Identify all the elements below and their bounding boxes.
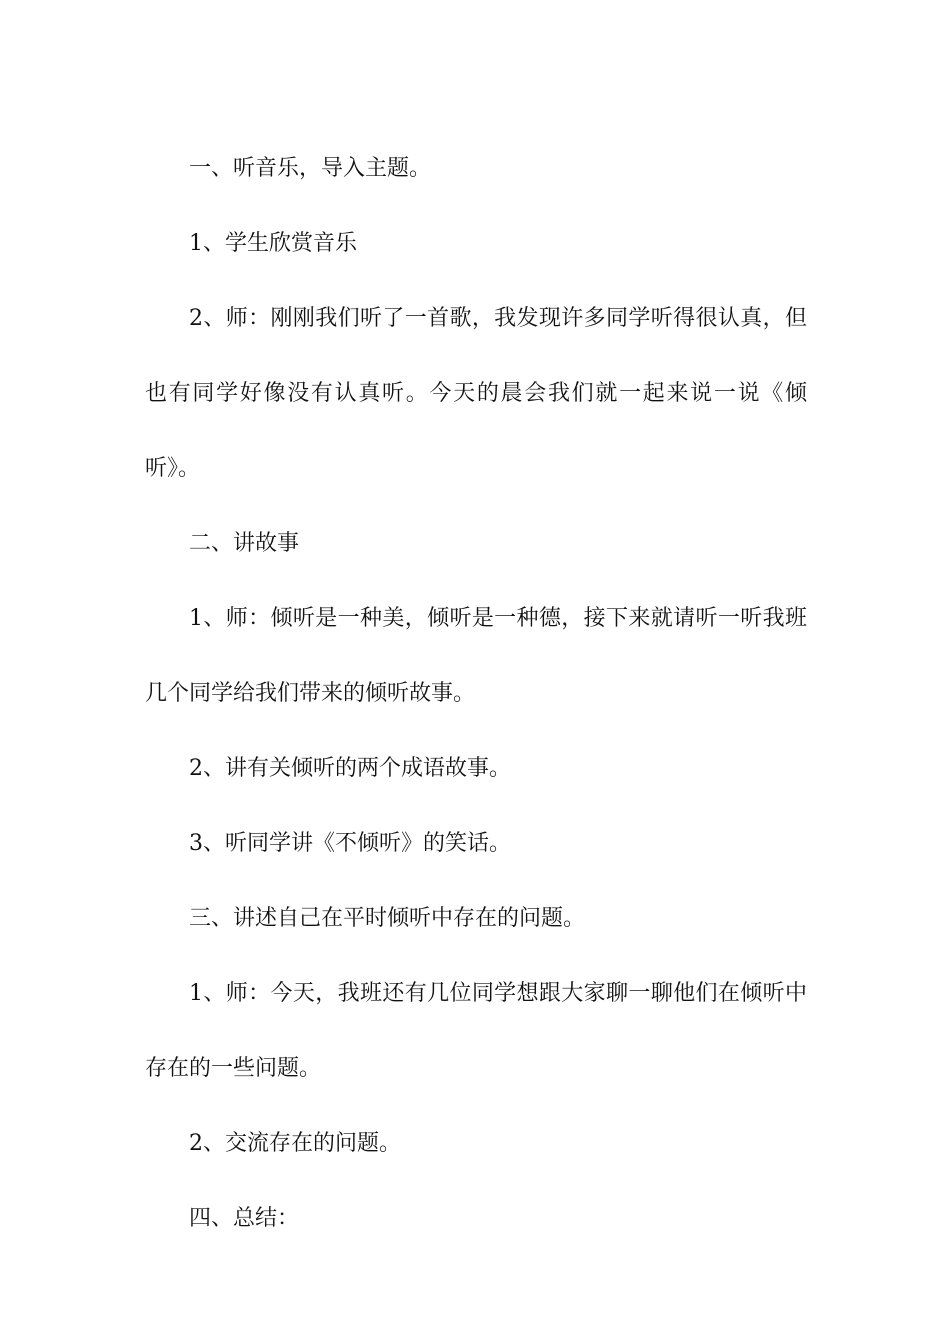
list-item: 2、师：刚刚我们听了一首歌，我发现许多同学听得很认真，但也有同学好像没有认真听。今天的晨会我们就一起来说一说《倾听》。 [145, 306, 807, 481]
list-item: 1、师：倾听是一种美，倾听是一种德，接下来就请听一听我班几个同学给我们带来的倾听故事。 [145, 606, 807, 706]
list-item: 2、讲有关倾听的两个成语故事。 [189, 756, 511, 781]
section-heading-1: 一、听音乐，导入主题。 [189, 156, 432, 181]
document-body [145, 131, 807, 1256]
list-item: 2、交流存在的问题。 [189, 1131, 401, 1156]
section-heading-2: 二、讲故事 [189, 531, 300, 556]
section-heading-4: 四、总结： [189, 1206, 300, 1231]
list-item: 1、学生欣赏音乐 [189, 231, 357, 256]
section-heading-3: 三、讲述自己在平时倾听中存在的问题。 [189, 906, 586, 931]
list-item: 1、师：今天，我班还有几位同学想跟大家聊一聊他们在倾听中存在的一些问题。 [145, 981, 807, 1081]
list-item: 3、听同学讲《不倾听》的笑话。 [189, 831, 511, 856]
